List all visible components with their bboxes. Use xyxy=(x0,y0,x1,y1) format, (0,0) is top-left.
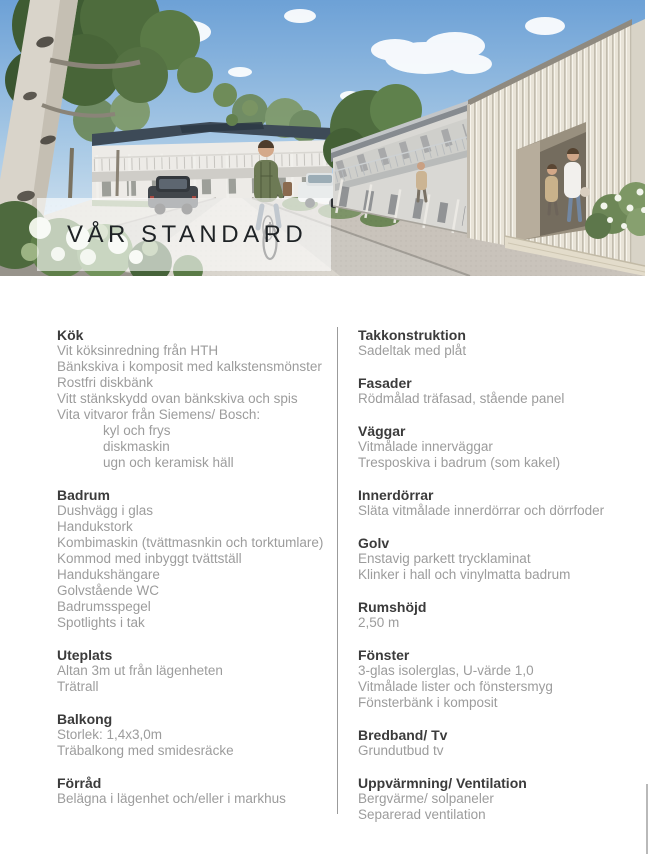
spec-sheet xyxy=(0,276,648,839)
spec-item: Trätrall xyxy=(57,679,99,694)
spec-section xyxy=(358,535,628,583)
spec-heading: Golv xyxy=(358,535,390,551)
spec-item: Enstavig parkett trycklaminat xyxy=(358,551,531,566)
spec-item: Separerad ventilation xyxy=(358,807,486,822)
spec-section xyxy=(358,727,628,759)
spec-section xyxy=(358,647,628,711)
spec-item: Belägna i lägenhet och/eller i markhus xyxy=(57,791,286,806)
spec-item: kyl och frys xyxy=(103,423,171,438)
spec-column-left xyxy=(57,327,337,823)
spec-heading: Rumshöjd xyxy=(358,599,427,615)
spec-item: Sadeltak med plåt xyxy=(358,343,467,358)
spec-section xyxy=(358,599,628,631)
spec-item: Badrumsspegel xyxy=(57,599,151,614)
spec-item: diskmaskin xyxy=(103,439,170,454)
spec-item: Tresposkiva i badrum (som kakel) xyxy=(358,455,561,470)
spec-heading: Balkong xyxy=(57,711,113,727)
spec-item: Spotlights i tak xyxy=(57,615,145,630)
spec-heading: Väggar xyxy=(358,423,406,439)
spec-section xyxy=(358,487,628,519)
spec-heading: Takkonstruktion xyxy=(358,327,466,343)
spec-heading: Bredband/ Tv xyxy=(358,727,448,743)
spec-item: Rödmålad träfasad, stående panel xyxy=(358,391,565,406)
spec-item: Kommod med inbyggt tvättställ xyxy=(57,551,242,566)
page-title: VÅR STANDARD xyxy=(67,220,308,248)
spec-item: Släta vitmålade innerdörrar och dörrfoder xyxy=(358,503,605,518)
spec-item: Bänkskiva i komposit med kalkstensmönster xyxy=(57,359,322,374)
spec-item: Bergvärme/ solpaneler xyxy=(358,791,494,806)
spec-section xyxy=(57,647,337,695)
spec-item: Golvstående WC xyxy=(57,583,160,598)
spec-item: Rostfri diskbänk xyxy=(57,375,154,390)
spec-item: Dushvägg i glas xyxy=(57,503,154,518)
spec-item: Storlek: 1,4x3,0m xyxy=(57,727,163,742)
spec-heading: Uteplats xyxy=(57,647,113,663)
spec-item: Klinker i hall och vinylmatta badrum xyxy=(358,567,571,582)
spec-heading: Badrum xyxy=(57,487,110,503)
spec-item: Vita vitvaror från Siemens/ Bosch: xyxy=(57,407,261,422)
spec-section xyxy=(57,775,337,807)
spec-heading: Fasader xyxy=(358,375,412,391)
spec-item: Grundutbud tv xyxy=(358,743,444,758)
spec-item: Träbalkong med smidesräcke xyxy=(57,743,234,758)
spec-item: Vitmålade lister och fönstersmyg xyxy=(358,679,553,694)
spec-heading: Uppvärmning/ Ventilation xyxy=(358,775,527,791)
spec-item: Vitt stänkskydd ovan bänkskiva och spis xyxy=(57,391,298,406)
title-overlay xyxy=(37,198,331,271)
spec-item: Fönsterbänk i komposit xyxy=(358,695,498,710)
spec-heading: Kök xyxy=(57,327,84,343)
spec-section xyxy=(57,711,337,759)
hero-photo xyxy=(0,0,645,276)
spec-heading: Fönster xyxy=(358,647,410,663)
spec-column-right xyxy=(338,327,628,839)
spec-section xyxy=(358,375,628,407)
spec-section xyxy=(358,775,628,823)
spec-heading: Förråd xyxy=(57,775,102,791)
spec-item: Vit köksinredning från HTH xyxy=(57,343,219,358)
spec-item: 3-glas isolerglas, U-värde 1,0 xyxy=(358,663,534,678)
spec-item: Altan 3m ut från lägenheten xyxy=(57,663,223,678)
spec-item: ugn och keramisk häll xyxy=(103,455,234,470)
spec-section xyxy=(358,423,628,471)
spec-item: Handukstork xyxy=(57,519,133,534)
spec-item: Handukshängare xyxy=(57,567,160,582)
spec-item: Kombimaskin (tvättmasnkin och torktumlare) xyxy=(57,535,324,550)
spec-item: Vitmålade innerväggar xyxy=(358,439,493,454)
spec-item: 2,50 m xyxy=(358,615,400,630)
spec-section xyxy=(358,327,628,359)
spec-heading: Innerdörrar xyxy=(358,487,434,503)
spec-section xyxy=(57,327,337,471)
spec-section xyxy=(57,487,337,631)
